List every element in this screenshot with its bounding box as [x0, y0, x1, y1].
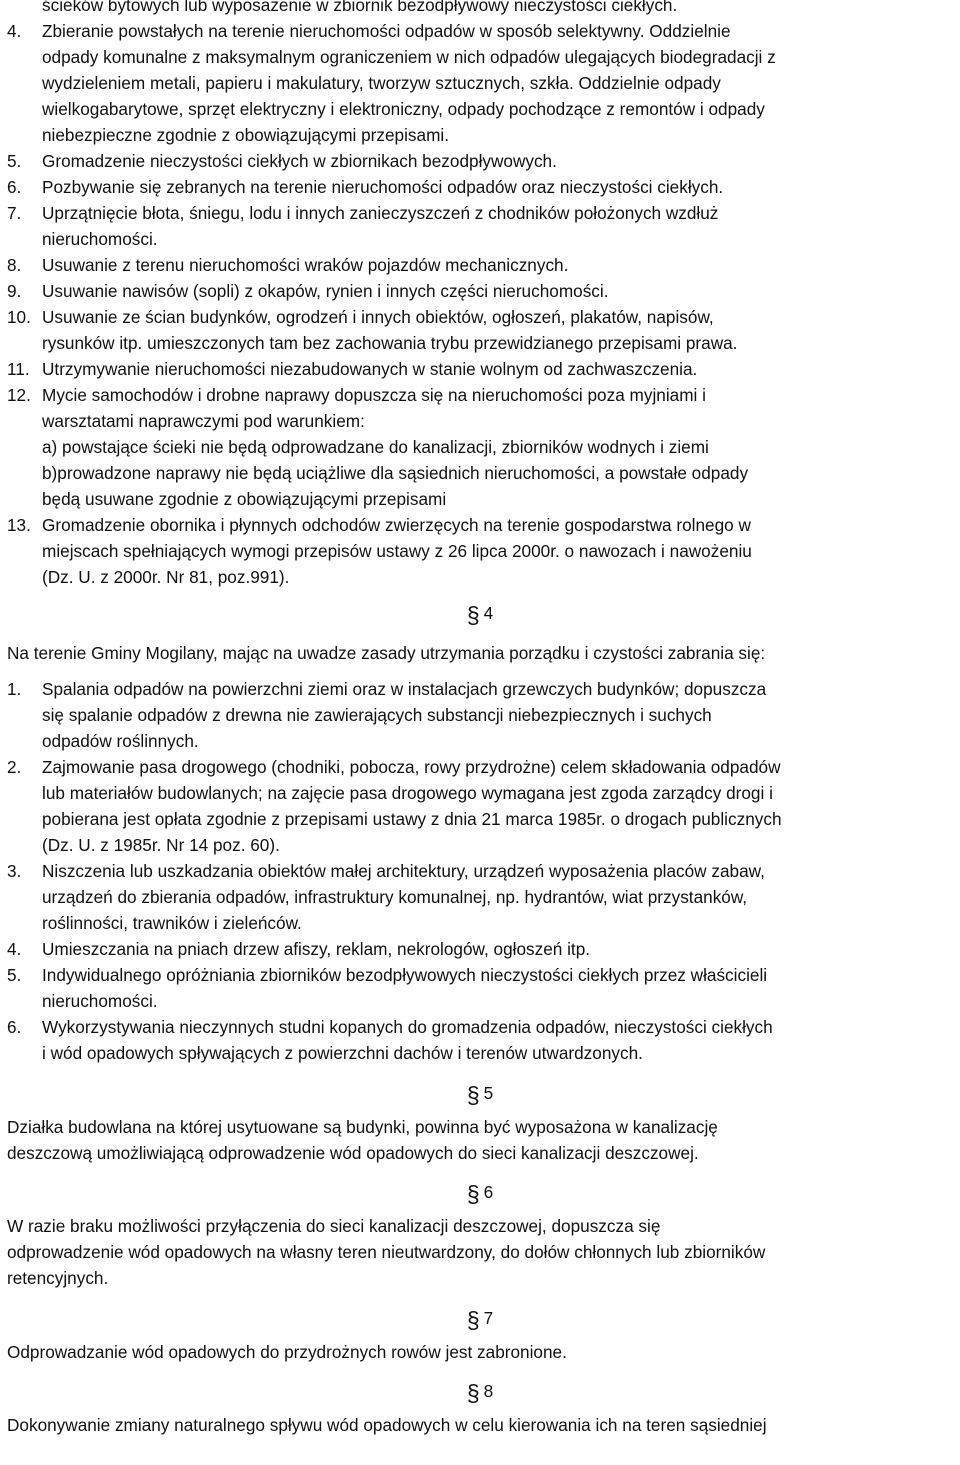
list-item-text	[42, 174, 954, 200]
list-item-number: 13.	[7, 515, 31, 535]
text-line: warsztatami naprawczymi pod warunkiem:	[42, 411, 365, 431]
list-item	[0, 174, 960, 200]
list-item	[0, 962, 960, 1014]
text-line: pobierana jest opłata zgodnie z przepisami ustawy z dnia 21 marca 1985r. o drogach publicznych	[42, 809, 782, 829]
list-item-number: 6.	[7, 177, 22, 197]
text-line: urządzeń do zbierania odpadów, infrastruktury komunalnej, np. hydrantów, wiat przystanków,	[42, 887, 748, 907]
text-line: odpadów roślinnych.	[42, 731, 199, 751]
section-symbol: §	[466, 601, 480, 628]
list-item-text	[42, 1014, 956, 1066]
section-4-list	[0, 676, 960, 1066]
list-item-text	[42, 512, 954, 590]
section-8-heading	[0, 1378, 960, 1404]
section-3-list	[0, 0, 960, 590]
text-line: Gromadzenie obornika i płynnych odchodów zwierzęcych na terenie gospodarstwa rolnego w	[42, 515, 751, 535]
section-number: 8	[483, 1380, 494, 1401]
list-item-text	[42, 936, 956, 962]
text-line: roślinności, trawników i zieleńców.	[42, 913, 302, 933]
section-number: 5	[483, 1082, 494, 1103]
list-item	[0, 382, 960, 512]
text-line: nieruchomości.	[42, 991, 158, 1011]
section-number: 6	[483, 1181, 494, 1202]
list-item-text	[42, 278, 954, 304]
text-line: Umieszczania na pniach drzew afiszy, reklam, nekrologów, ogłoszeń itp.	[42, 939, 591, 959]
text-line: Usuwanie ze ścian budynków, ogrodzeń i innych obiektów, ogłoszeń, plakatów, napisów,	[42, 307, 714, 327]
text-line: Dokonywanie zmiany naturalnego spływu wód opadowych w celu kierowania ich na teren sąsiedniej	[7, 1415, 767, 1435]
text-line: wydzieleniem metali, papieru i makulatury, tworzyw sztucznych, szkła. Oddzielnie odpady	[42, 73, 721, 93]
list-item-number: 1.	[7, 679, 22, 699]
text-line: Zbieranie powstałych na terenie nieruchomości odpadów w sposób selektywny. Oddzielnie	[42, 21, 731, 41]
list-item	[0, 252, 960, 278]
section-number: 7	[483, 1307, 494, 1328]
text-line: rysunków itp. umieszczonych tam bez zachowania trybu przewidzianego przepisami prawa.	[42, 333, 738, 353]
text-line: ścieków bytowych lub wyposażenie w zbiornik bezodpływowy nieczystości ciekłych.	[42, 0, 678, 15]
list-item-text	[42, 200, 954, 252]
text-line: W razie braku możliwości przyłączenia do sieci kanalizacji deszczowej, dopuszcza się	[7, 1216, 661, 1236]
list-item-number: 4.	[7, 21, 22, 41]
list-item	[0, 18, 960, 148]
list-item-text	[42, 0, 954, 18]
list-item-number: 7.	[7, 203, 22, 223]
list-item-text	[42, 754, 956, 858]
list-item-text	[42, 18, 954, 148]
text-line: Mycie samochodów i drobne naprawy dopuszcza się na nieruchomości poza myjniami i	[42, 385, 706, 405]
text-line: miejscach spełniających wymogi przepisów ustawy z 26 lipca 2000r. o nawozach i nawożeniu	[42, 541, 752, 561]
list-item-text	[42, 304, 954, 356]
list-item-number: 2.	[7, 757, 22, 777]
section-symbol: §	[466, 1379, 480, 1406]
list-item-number: 5.	[7, 151, 22, 171]
text-line: nieruchomości.	[42, 229, 158, 249]
text-line: Spalania odpadów na powierzchni ziemi oraz w instalacjach grzewczych budynków; dopuszcza	[42, 679, 767, 699]
text-line: Pozbywanie się zebranych na terenie nieruchomości odpadów oraz nieczystości ciekłych.	[42, 177, 724, 197]
text-line: Usuwanie nawisów (sopli) z okapów, rynien i innych części nieruchomości.	[42, 281, 609, 301]
text-line: wielkogabarytowe, sprzęt elektryczny i elektroniczny, odpady pochodzące z remontów i odpady	[42, 99, 765, 119]
section-symbol: §	[466, 1180, 480, 1207]
list-item-number: 4.	[7, 939, 22, 959]
list-item	[0, 676, 960, 754]
list-item	[0, 0, 960, 18]
list-item	[0, 278, 960, 304]
list-item-text	[42, 382, 954, 512]
list-item-text	[42, 676, 956, 754]
text-line: Uprzątnięcie błota, śniegu, lodu i innych zanieczyszczeń z chodników położonych wzdłuż	[42, 203, 719, 223]
text-line: deszczową umożliwiającą odprowadzenie wód opadowych do sieci kanalizacji deszczowej.	[7, 1143, 699, 1163]
text-line: retencyjnych.	[7, 1268, 109, 1288]
text-line: Gromadzenie nieczystości ciekłych w zbiornikach bezodpływowych.	[42, 151, 557, 171]
section-5-text	[0, 1114, 960, 1166]
list-item	[0, 356, 960, 382]
list-item-text	[42, 962, 956, 1014]
text-line: odpady komunalne z maksymalnym ograniczeniem w nich odpadów ulegających biodegradacji z	[42, 47, 776, 67]
list-item-number: 5.	[7, 965, 22, 985]
list-item-number: 11.	[7, 359, 30, 379]
list-item-text	[42, 148, 954, 174]
section-6-heading	[0, 1179, 960, 1205]
list-item-number: 9.	[7, 281, 22, 301]
text-line: Niszczenia lub uszkadzania obiektów małej architektury, urządzeń wyposażenia placów zabaw,	[42, 861, 765, 881]
list-item-number: 12.	[7, 385, 31, 405]
list-item	[0, 1014, 960, 1066]
list-item	[0, 936, 960, 962]
text-line: Usuwanie z terenu nieruchomości wraków pojazdów mechanicznych.	[42, 255, 569, 275]
section-8-text	[0, 1412, 960, 1438]
text-line: Zajmowanie pasa drogowego (chodniki, pobocza, rowy przydrożne) celem składowania odpadów	[42, 757, 781, 777]
text-line: Wykorzystywania nieczynnych studni kopanych do gromadzenia odpadów, nieczystości ciekłych	[42, 1017, 773, 1037]
list-item-number: 10.	[7, 307, 31, 327]
list-item-number: 6.	[7, 1017, 22, 1037]
list-item-number: 3.	[7, 861, 22, 881]
text-line: będą usuwane zgodnie z obowiązującymi przepisami	[42, 489, 447, 509]
text-line: Działka budowlana na której usytuowane są budynki, powinna być wyposażona w kanalizację	[7, 1117, 718, 1137]
list-item	[0, 512, 960, 590]
list-item	[0, 858, 960, 936]
text-line: b)prowadzone naprawy nie będą uciążliwe dla sąsiednich nieruchomości, a powstałe odpady	[42, 463, 749, 483]
list-item-number: 8.	[7, 255, 22, 275]
text-line: Odprowadzanie wód opadowych do przydrożnych rowów jest zabronione.	[7, 1342, 567, 1362]
text-line: Utrzymywanie nieruchomości niezabudowanych w stanie wolnym od zachwaszczenia.	[42, 359, 698, 379]
list-item	[0, 148, 960, 174]
text-line: i wód opadowych spływających z powierzchni dachów i terenów utwardzonych.	[42, 1043, 643, 1063]
section-7-text	[0, 1339, 960, 1365]
list-item-text	[42, 356, 954, 382]
section-4-intro: Na terenie Gminy Mogilany, mając na uwadze zasady utrzymania porządku i czystości zabrania się:	[7, 643, 766, 663]
text-line: się spalanie odpadów z drewna nie zawierających substancji niebezpiecznych i suchych	[42, 705, 712, 725]
section-symbol: §	[466, 1306, 480, 1333]
list-item-text	[42, 858, 956, 936]
list-item	[0, 200, 960, 252]
section-symbol: §	[466, 1081, 480, 1108]
text-line: niebezpieczne zgodnie z obowiązującymi przepisami.	[42, 125, 449, 145]
text-line: (Dz. U. z 1985r. Nr 14 poz. 60).	[42, 835, 280, 855]
section-7-heading	[0, 1305, 960, 1331]
text-line: lub materiałów budowlanych; na zajęcie pasa drogowego wymagana jest zgoda zarządcy drogi i	[42, 783, 773, 803]
text-line: Indywidualnego opróżniania zbiorników bezodpływowych nieczystości ciekłych przez właścicieli	[42, 965, 768, 985]
text-line: odprowadzenie wód opadowych na własny teren nieutwardzony, do dołów chłonnych lub zbiorników	[7, 1242, 766, 1262]
text-line: a) powstające ścieki nie będą odprowadzane do kanalizacji, zbiorników wodnych i ziemi	[42, 437, 709, 457]
list-item	[0, 754, 960, 858]
section-5-heading	[0, 1080, 960, 1106]
section-6-text	[0, 1213, 960, 1291]
section-number: 4	[483, 602, 494, 623]
list-item-text	[42, 252, 954, 278]
list-item	[0, 304, 960, 356]
section-4-heading	[0, 600, 960, 626]
text-line: (Dz. U. z 2000r. Nr 81, poz.991).	[42, 567, 290, 587]
